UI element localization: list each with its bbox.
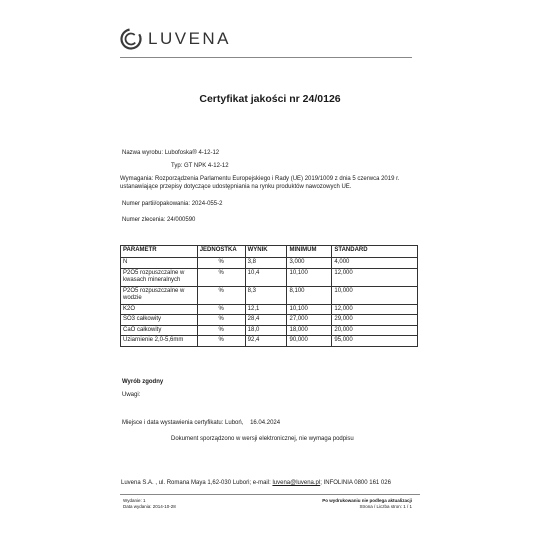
cell-parameter: P2O5 rozpuszczalne w kwasach mineralnych [121,268,198,286]
cell-standard: 20,000 [332,325,418,336]
conformity-statement: Wyrób zgodny [122,379,164,385]
edition-date-text: Data wydania: 2014-10-28 [123,504,176,509]
requirements-value: Rozporządzenia Parlamentu Europejskiego i Rady (UE) 2019/1009 z dnia 5 czerwca 2019 r. ustanawiające przepisy dotyczące udostępniania na rynku produktów nawozowych UE. [120,176,400,190]
cell-minimum: 90,000 [287,336,332,347]
table-row [121,315,418,326]
footer-edition-block [123,498,176,510]
luvena-logo-icon [120,28,142,50]
cell-parameter: N [121,258,198,269]
header-divider [120,57,412,58]
product-type-line [171,162,229,170]
cell-unit: % [197,336,245,347]
edition-text: Wydanie: 1 [123,498,146,503]
product-name-line [122,149,219,157]
cell-minimum: 3,000 [287,258,332,269]
table-row [121,268,418,286]
electronic-note: Dokument sporządzono w wersji elektronicznej, nie wymaga podpisu [171,436,354,442]
cell-standard: 4,000 [332,258,418,269]
order-line [122,216,195,224]
cell-standard: 10,000 [332,286,418,304]
col-header-result: WYNIK [245,246,287,258]
cell-minimum: 10,100 [287,268,332,286]
cell-unit: % [197,325,245,336]
company-prefix: Luvena S.A. , ul. Romana Maya 1,62-030 Luboń; e-mail: [121,480,271,486]
product-name-label: Nazwa wyrobu: [122,150,164,156]
company-suffix: ; INFOLINIA 0800 161 026 [320,480,391,486]
cell-unit: % [197,304,245,315]
footer-divider [120,494,420,495]
cell-parameter: SO3 całkowity [121,315,198,326]
batch-label: Numer partii/opakowania: [122,201,191,207]
cell-parameter: Uziarnienie 2,0-5,6mm [121,336,198,347]
table-row [121,258,418,269]
cell-standard: 12,000 [332,268,418,286]
order-label: Numer zlecenia: [122,217,166,223]
cell-standard: 12,000 [332,304,418,315]
cell-result: 10,4 [245,268,287,286]
cell-minimum: 27,000 [287,315,332,326]
cell-result: 18,0 [245,325,287,336]
table-row [121,304,418,315]
issue-date: 16.04.2024 [250,420,281,426]
issue-label: Miejsce i data wystawienia certyfikatu: [122,420,224,426]
col-header-unit: JEDNOSTKA [197,246,245,258]
issue-place: Luboń, [225,420,244,426]
requirements-label: Wymagania: [120,176,154,182]
cell-parameter: P2O5 rozpuszczalne w wodzie [121,286,198,304]
cell-result: 28,4 [245,315,287,326]
requirements-text [120,175,420,191]
cell-standard: 95,000 [332,336,418,347]
company-line [121,479,391,487]
table-row [121,286,418,304]
cell-unit: % [197,315,245,326]
cell-parameter: CaO całkowity [121,325,198,336]
order-value: 24/000590 [167,217,196,223]
cell-minimum: 18,000 [287,325,332,336]
parameters-table [120,245,418,347]
col-header-minimum: MINIMUM [287,246,332,258]
brand-logo [120,28,231,50]
product-type-label: Typ: [171,163,183,169]
cell-result: 92,4 [245,336,287,347]
remarks-label: Uwagi: [122,392,141,398]
company-email-link[interactable]: luvena@luvena.pl [272,480,321,486]
cell-minimum: 10,100 [287,304,332,315]
cell-minimum: 8,100 [287,286,332,304]
cell-unit: % [197,268,245,286]
footer-print-block [322,498,412,510]
cell-result: 8,3 [245,286,287,304]
page-count: Strona / Liczba stron: 1 / 1 [359,504,412,509]
col-header-standard: STANDARD [332,246,418,258]
col-header-parameter: PARAMETR [121,246,198,258]
table-row [121,336,418,347]
cell-unit: % [197,258,245,269]
cell-parameter: K2O [121,304,198,315]
product-name-value: Lubofoska® 4-12-12 [164,150,220,156]
table-header-row [121,246,418,258]
print-note: Po wydrukowaniu nie podlega aktualizacji [322,498,412,503]
brand-name: LUVENA [148,29,232,48]
document-title: Certyfikat jakości nr 24/0126 [199,93,341,105]
cell-result: 3,8 [245,258,287,269]
batch-line [122,200,222,208]
product-type-value: GT NPK 4-12-12 [184,163,229,169]
batch-value: 2024-055-2 [191,201,223,207]
cell-standard: 29,000 [332,315,418,326]
cell-unit: % [197,286,245,304]
issue-line [122,419,280,427]
table-row [121,325,418,336]
cell-result: 12,1 [245,304,287,315]
